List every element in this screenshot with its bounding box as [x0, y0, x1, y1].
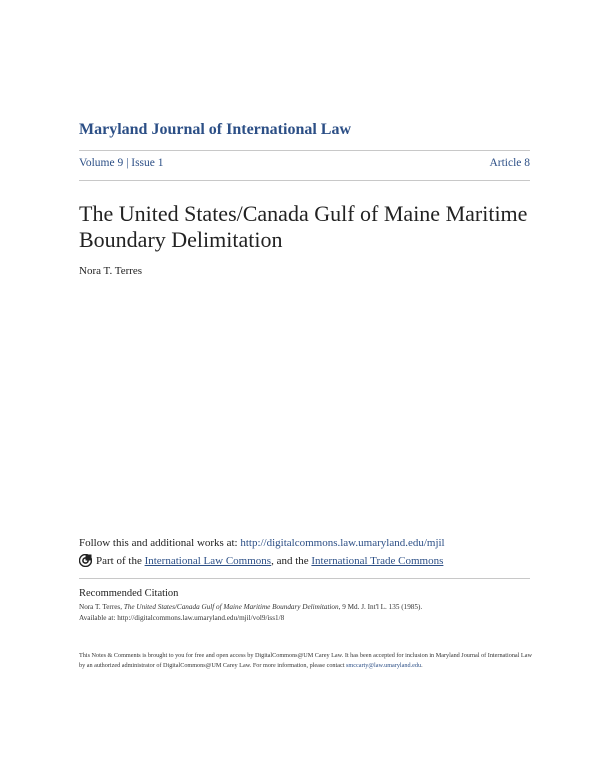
issue-row: [79, 157, 530, 169]
part-of-prefix: Part of the: [96, 554, 142, 567]
follow-url-link[interactable]: http://digitalcommons.law.umaryland.edu/mjil: [240, 537, 445, 549]
international-law-commons-link[interactable]: International Law Commons: [144, 554, 272, 567]
journal-title[interactable]: Maryland Journal of International Law: [79, 121, 352, 138]
notice-text: This Notes & Comments is brought to you for free and open access by DigitalCommons@UM Carey Law. It has been accepted for inclusion in Maryland Journal of International Law by an authorized administrator of DigitalCommons@UM Carey Law. For more information, please contact: [79, 652, 532, 669]
recommended-citation-heading: Recommended Citation: [79, 588, 179, 599]
follow-prefix: Follow this and additional works at:: [79, 537, 241, 549]
and-the-text: , and the: [271, 554, 309, 567]
citation-title: The United States/Canada Gulf of Maine Maritime Boundary Delimitation: [123, 603, 339, 611]
citation-author: Nora T. Terres,: [79, 603, 124, 611]
creative-commons-icon: [79, 554, 92, 567]
available-url[interactable]: http://digitalcommons.law.umaryland.edu/mjil/vol9/iss1/8: [117, 613, 285, 622]
notice-end: .: [421, 662, 423, 669]
article-title-line2: Boundary Delimitation: [79, 227, 283, 252]
divider-citation: [79, 578, 530, 579]
article-number-link[interactable]: Article 8: [489, 157, 530, 169]
part-of-line: [79, 554, 443, 567]
citation-source: , 9 Md. J. Int'l L. 135 (1985).: [338, 603, 423, 611]
contact-email-link[interactable]: smccarty@law.umaryland.edu: [346, 662, 422, 669]
divider-issue: [79, 180, 530, 181]
volume-issue-link[interactable]: Volume 9 | Issue 1: [79, 157, 164, 169]
citation-text: [79, 602, 539, 623]
divider-top: [79, 150, 530, 151]
article-title: [79, 201, 539, 253]
article-title-line1: The United States/Canada Gulf of Maine Maritime: [79, 201, 528, 226]
access-notice: [79, 651, 539, 671]
follow-line: [79, 537, 445, 549]
available-prefix: Available at:: [79, 613, 118, 622]
international-trade-commons-link[interactable]: International Trade Commons: [311, 554, 444, 567]
author-name: Nora T. Terres: [79, 265, 143, 277]
